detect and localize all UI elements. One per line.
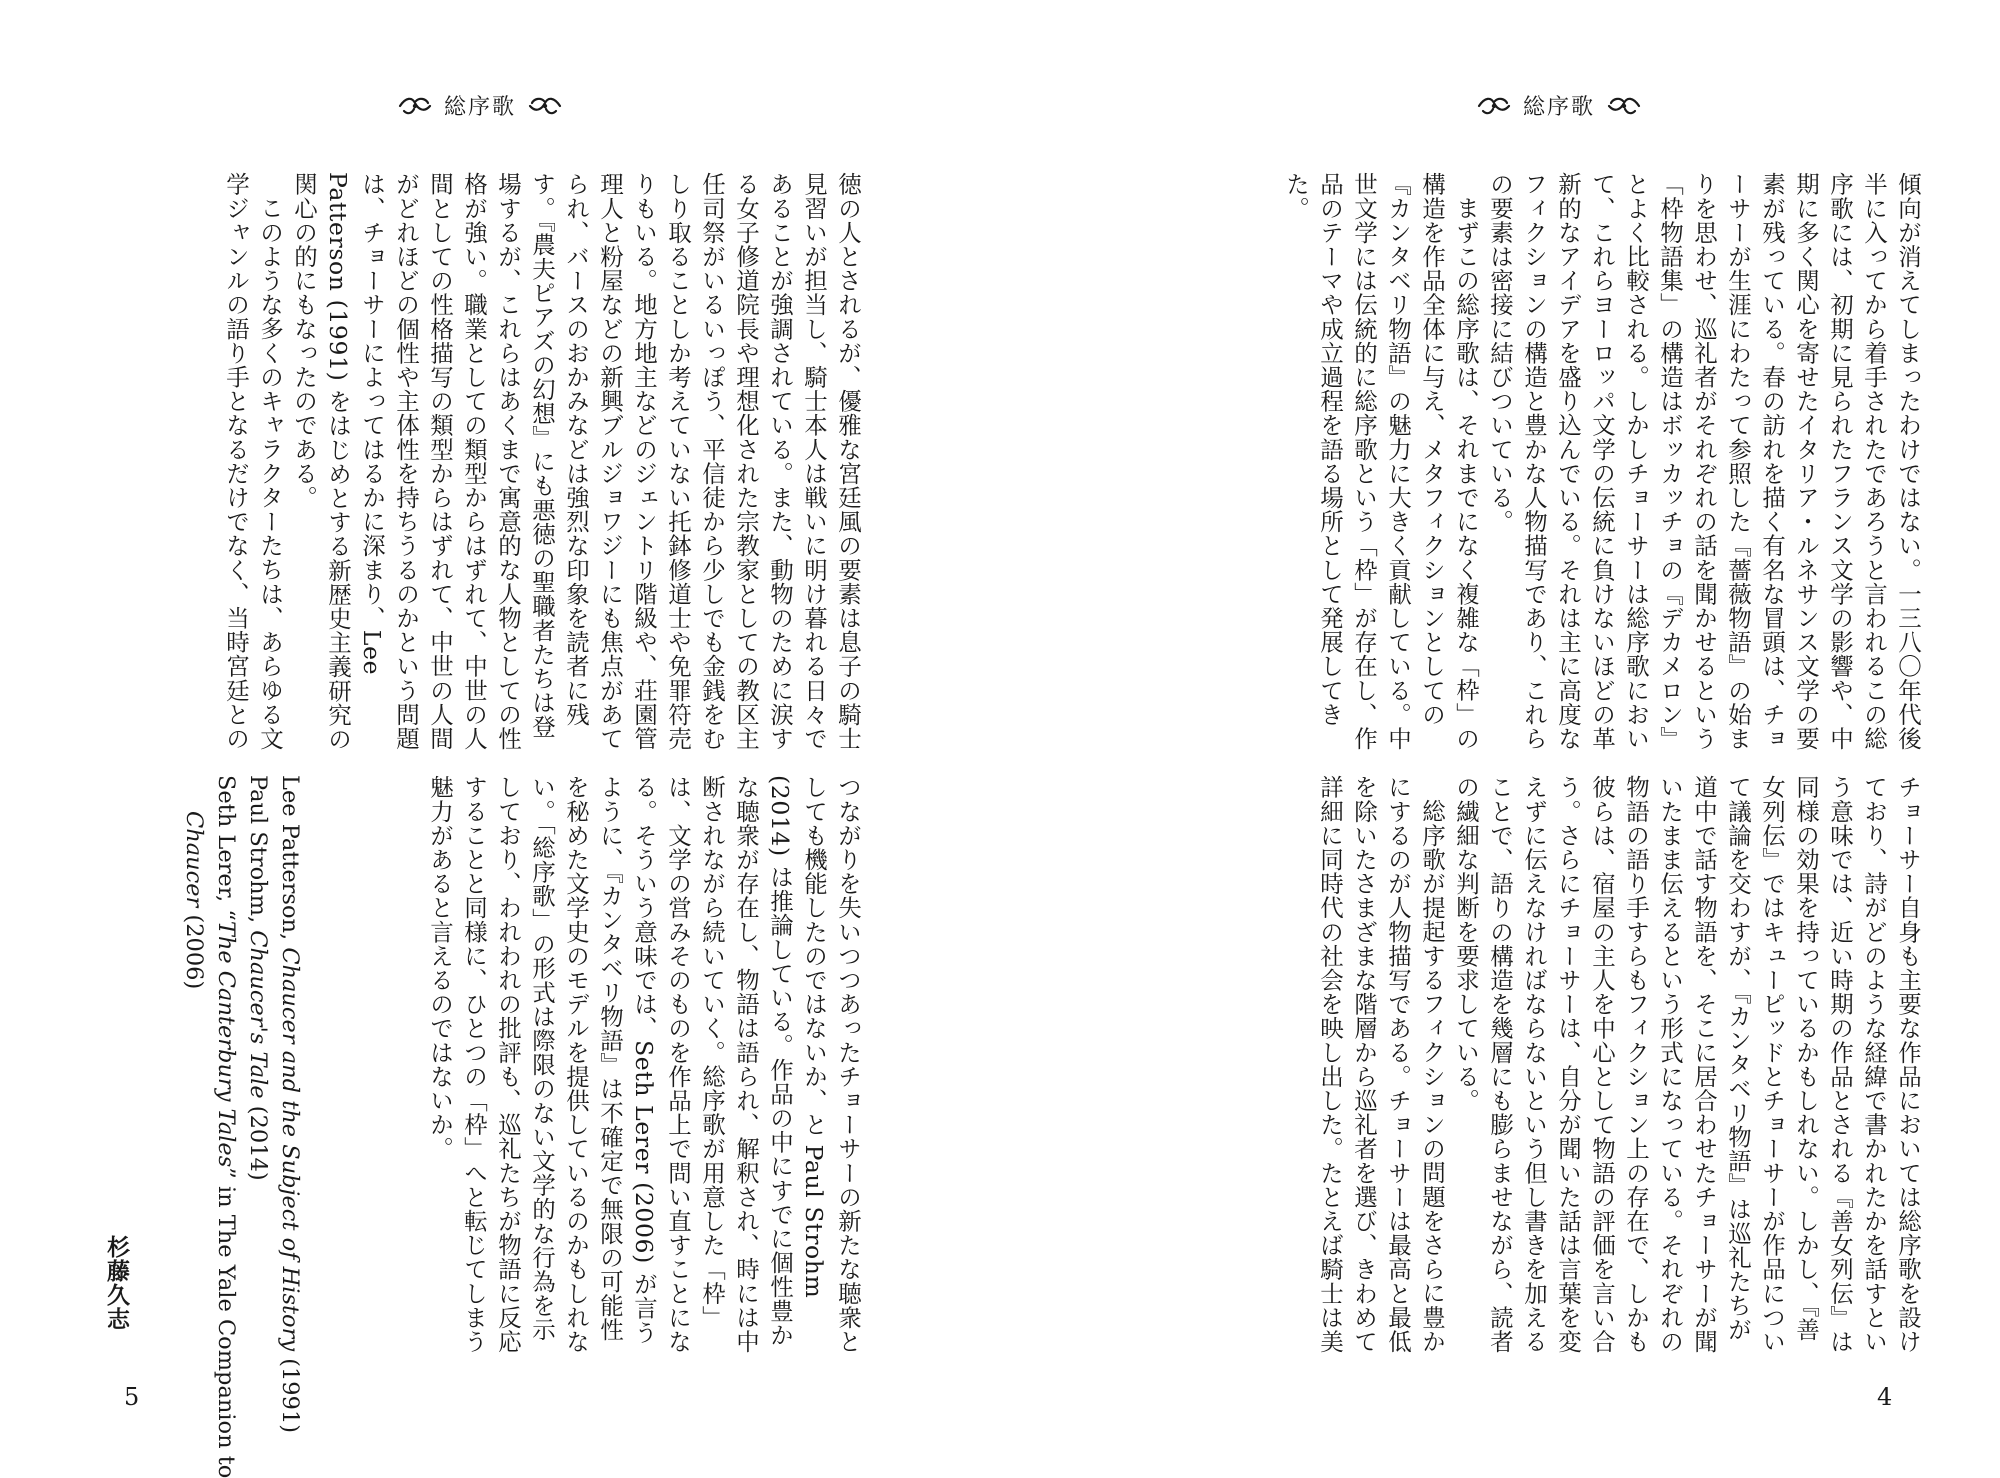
paragraph: まずこの総序歌は、それまでになく複雑な「枠」の構造を作品全体に与え、メタフィクションとしての『カンタベリ物語』の魅力に大きく貢献している。中世文学には伝統的に総序歌という「枠」が存在し、作品のテーマや成立過程を語る場所として発展してきた。 [1282,172,1480,751]
running-header-title: 総序歌 [1523,95,1596,120]
ornament-left-icon [398,95,432,117]
author-signature: 杉藤久志 [103,1235,130,1331]
running-header-left [398,90,562,121]
paragraph: 徳の人とされるが、優雅な宮廷風の要素は息子の騎士見習いが担当し、騎士本人は戦いに明け暮れる日々であることが強調されている。また、動物のために涙する女子修道院長や理想化された宗教家としての教区主任司祭がいるいっぽう、平信徒から少しでも金銭をむしり取ることしか考えていない托鉢修道士や免罪符売りもいる。地方地主などのジェントリ階級や、荘園管理人と粉屋などの新興ブルジョワジーにも焦点があてられ、バースのおかみなどは強烈な印象を読者に残す。『農夫ピアズの幻想』にも悪徳の聖職者たちは登場するが、これらはあくまで寓意的な人物としての性格が強い。職業としての類型からはずれて、中世の人間としての性格描写の類型からはずれて、中世の人間がどれほどの個性や主体性を持ちうるのかという問題は、チョーサーによってはるかに深まり、Lee Patterson (1991) をはじめとする新歴史主義研究の関心の的にもなったのである。 [290,172,862,751]
left-top-text-block [95,172,865,752]
paragraph: このような多くのキャラクターたちは、あらゆる文学ジャンルの語り手となるだけでなく、当時宮廷との [222,172,284,751]
bibliography-entry: Lee Patterson, Chaucer and the Subject of History (1991) [277,775,303,1434]
running-header-right [1477,90,1641,121]
page-number: 5 [124,1383,140,1411]
bibliography-entry: Chaucer (2006) [181,811,207,990]
paragraph: チョーサー自身も主要な作品においては総序歌を設けており、詩がどのような経緯で書かれたかを話すという意味では、近い時期の作品とされる『善女列伝』は同様の効果を持っているかもしれない。しかし、『善女列伝』ではキューピッドとチョーサーが作品について議論を交わすが、『カンタベリ物語』は巡礼たちが道中で話す物語を、そこに居合わせたチョーサーが聞いたまま伝えるという形式になっている。それぞれの物語の語り手すらもフィクション上の存在で、しかも彼らは、宿屋の主人を中心として物語の評価を言い合う。さらにチョーサーは、自分が聞いた話は言葉を変えずに伝えなければならないという但し書きを加えることで、語りの構造を幾層にも膨らませながら、読者の繊細な判断を要求している。 [1452,775,1922,1354]
paragraph: 総序歌が提起するフィクションの問題をさらに豊かにするのが人物描写である。チョーサーは最高と最低を除いたさまざまな階層から巡礼者を選び、きわめて詳細に同時代の社会を映し出した。たとえば騎士は美 [1316,775,1446,1354]
left-bottom-text-block [398,775,865,1360]
ornament-right-icon [1607,95,1641,117]
bibliography-entry: Paul Strohm, Chaucer's Tale (2014) [245,775,271,1181]
right-bottom-text-block [1205,775,1925,1360]
paragraph: 傾向が消えてしまったわけではない。一三八〇年代後半に入ってから着手されたであろうと言われるこの総序歌には、初期に見られたフランス文学の影響や、中期に多く関心を寄せたイタリア・ルネサンス文学の要素が残っている。春の訪れを描く有名な冒頭は、チョーサーが生涯にわたって参照した『薔薇物語』の始まりを思わせ、巡礼者がそれぞれの話を聞かせるという「枠物語集」の構造はボッカッチョの『デカメロン』とよく比較される。しかしチョーサーは総序歌において、これらヨーロッパ文学の伝統に負けないほどの革新的なアイデアを盛り込んでいる。それは主に高度なフィクションの構造と豊かな人物描写であり、これらの要素は密接に結びついている。 [1486,172,1922,751]
right-page [1000,0,2000,1459]
page-number: 4 [1877,1383,1893,1411]
right-top-text-block [1205,172,1925,752]
ornament-right-icon [528,95,562,117]
bibliography [178,775,306,1478]
running-header-title: 総序歌 [444,95,517,120]
ornament-left-icon [1477,95,1511,117]
bibliography-entry: Seth Lerer, “The Canterbury Tales” in The Yale Companion to [213,775,239,1478]
paragraph: つながりを失いつつあったチョーサーの新たな聴衆としても機能したのではないか、と Paul Strohm (2014) は推論している。作品の中にすでに個性豊かな聴衆が存在し、物語は語られ、解釈され、時には中断されながら続いていく。総序歌が用意した「枠」は、文学の営みそのものを作品上で問い直すことになる。そういう意味では、Seth Lerer (2006) が言うように、『カンタベリ物語』は不確定で無限の可能性を秘めた文学史のモデルを提供しているのかもしれない。「総序歌」の形式は際限のない文学的な行為を示しており、われわれの批評も、巡礼たちが物語に反応することと同様に、ひとつの「枠」へと転じてしまう魅力があると言えるのではないか。 [426,775,862,1354]
